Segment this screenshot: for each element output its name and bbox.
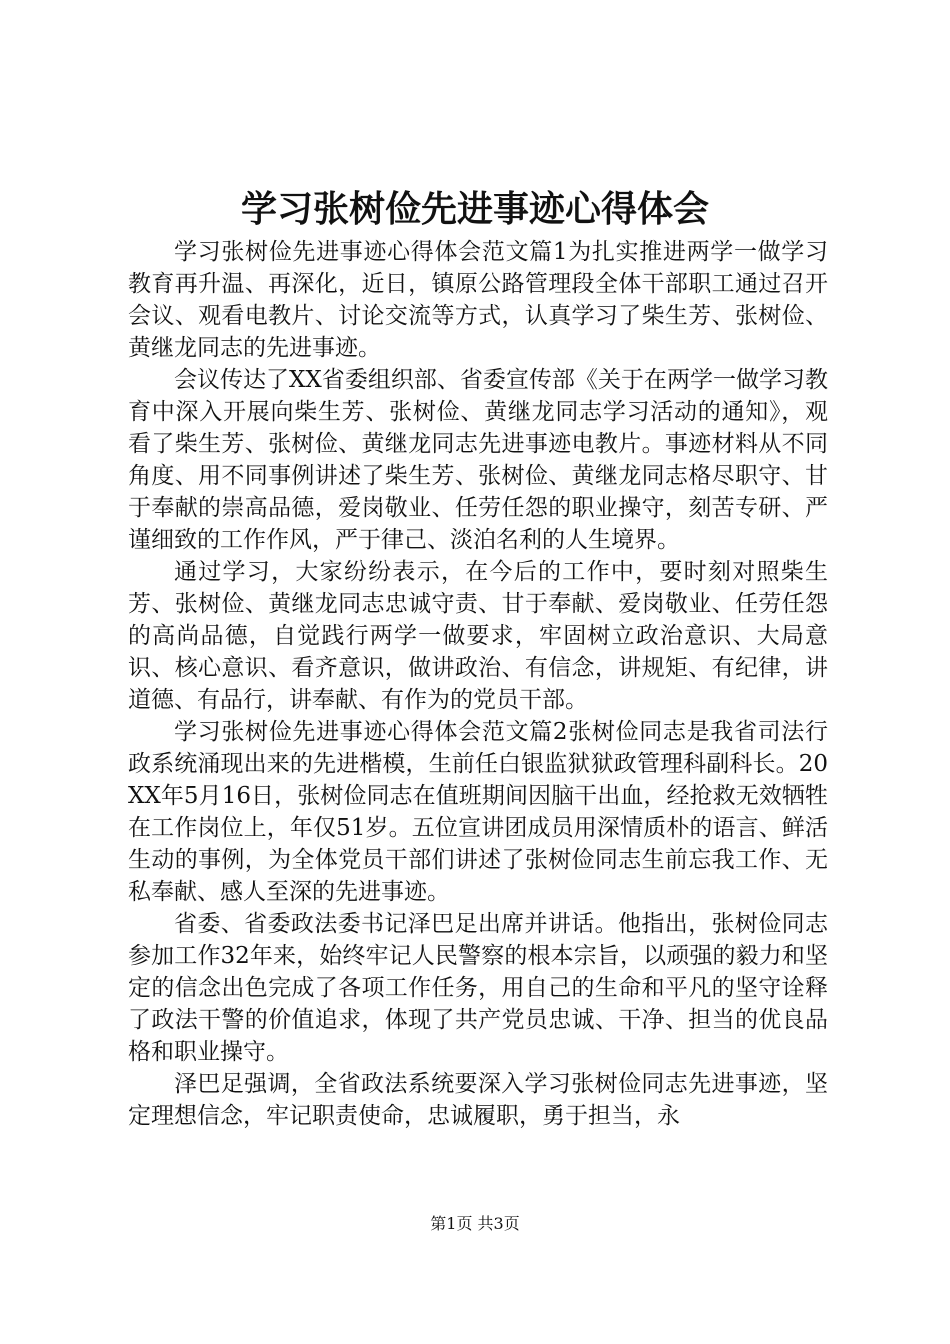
paragraph: 省委、省委政法委书记泽巴足出席并讲话。他指出，张树俭同志参加工作32年来，始终牢记人民警察的根本宗旨，以顽强的毅力和坚定的信念出色完成了各项工作任务，用自己的生命和平凡的坚守诠释了政法干警的价值追求，体现了共产党员忠诚、干净、担当的优良品格和职业操守。 bbox=[128, 911, 828, 1065]
paragraph: 泽巴足强调，全省政法系统要深入学习张树俭同志先进事迹，坚定理想信念，牢记职责使命，忠诚履职，勇于担当，永 bbox=[128, 1071, 828, 1129]
paragraph: 通过学习，大家纷纷表示，在今后的工作中，要时刻对照柴生芳、张树俭、黄继龙同志忠诚守责、甘于奉献、爱岗敬业、任劳任怨的高尚品德，自觉践行两学一做要求，牢固树立政治意识、大局意识、核心意识、看齐意识，做讲政治、有信念，讲规矩、有纪律，讲道德、有品行，讲奉献、有作为的党员干部。 bbox=[128, 559, 828, 713]
document-body bbox=[128, 236, 828, 1132]
document-title: 学习张树俭先进事迹心得体会 bbox=[240, 188, 709, 230]
paragraph: 学习张树俭先进事迹心得体会范文篇1为扎实推进两学一做学习教育再升温、再深化，近日，镇原公路管理段全体干部职工通过召开会议、观看电教片、讨论交流等方式，认真学习了柴生芳、张树俭、黄继龙同志的先进事迹。 bbox=[128, 239, 828, 361]
paragraph: 学习张树俭先进事迹心得体会范文篇2张树俭同志是我省司法行政系统涌现出来的先进楷模，生前任白银监狱狱政管理科副科长。20XX年5月16日，张树俭同志在值班期间因脑干出血，经抢救无效牺牲在工作岗位上，年仅51岁。五位宣讲团成员用深情质朴的语言、鲜活生动的事例，为全体党员干部们讲述了张树俭同志生前忘我工作、无私奉献、感人至深的先进事迹。 bbox=[128, 719, 828, 905]
page-footer: 第1页 共3页 bbox=[430, 1214, 520, 1233]
paragraph: 会议传达了XX省委组织部、省委宣传部《关于在两学一做学习教育中深入开展向柴生芳、张树俭、黄继龙同志学习活动的通知》，观看了柴生芳、张树俭、黄继龙同志先进事迹电教片。事迹材料从不同角度、用不同事例讲述了柴生芳、张树俭、黄继龙同志格尽职守、甘于奉献的崇高品德，爱岗敬业、任劳任怨的职业操守，刻苦专研、严谨细致的工作作风，严于律己、淡泊名利的人生境界。 bbox=[128, 367, 828, 553]
